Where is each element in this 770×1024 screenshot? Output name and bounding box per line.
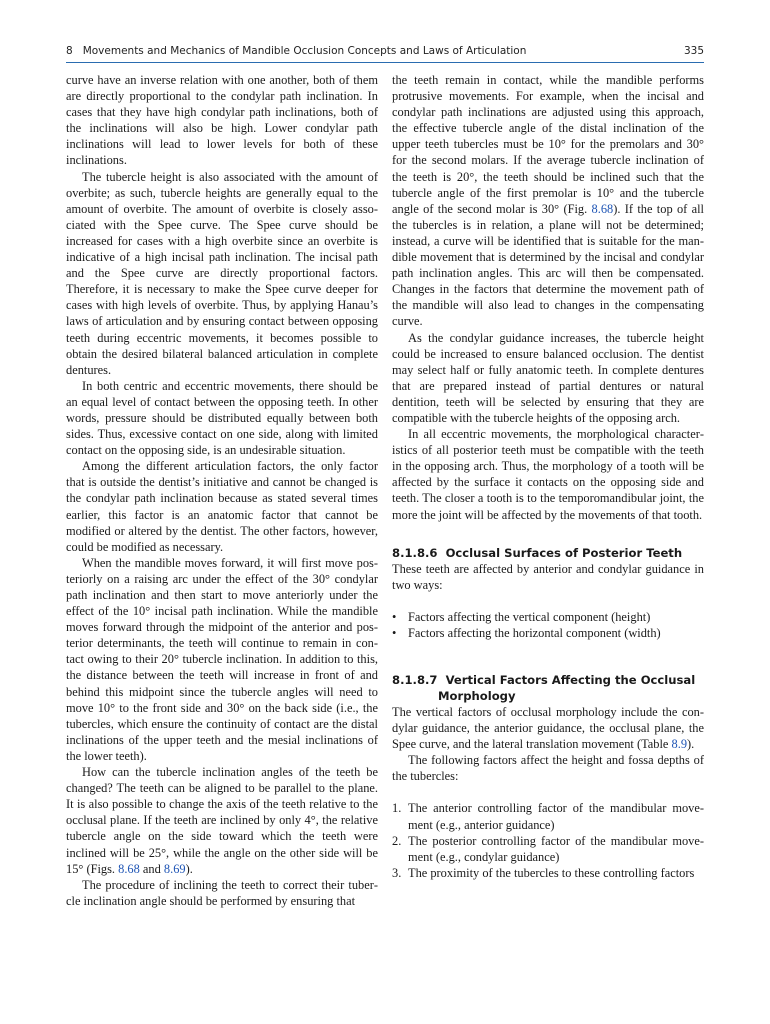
- text-run: The vertical factors of occlusal morphology include the condylar guidance, the anterior guidance, the occlusal plane, the Spee curve, and the lateral translation movement (Table: [392, 705, 704, 752]
- section-title: Occlusal Surfaces of Posterior Teeth: [445, 545, 683, 560]
- paragraph: These teeth are affected by anterior and condylar guidance in two ways:: [392, 561, 704, 592]
- list-number: 3.: [392, 865, 402, 880]
- figure-link-8-68[interactable]: 8.68: [591, 201, 614, 216]
- paragraph: The procedure of inclining the teeth to correct their tubercle inclination angle should be performed by ensuring that: [66, 877, 378, 908]
- bullet-list: [392, 609, 704, 641]
- chapter-title: 8 Movements and Mechanics of Mandible Occlusion Concepts and Laws of Articulation: [66, 45, 527, 57]
- list-item: [392, 625, 704, 641]
- text-run: How can the tubercle inclination angles of the teeth be changed? The teeth can be aligned to be parallel to the plane. It is also possible to change the axis of the teeth relative to the occlusal plane. If the teeth are inclined by only 4°, the relative tubercle angle on the side toward which the teeth were inclined will be 25°, while the angle on the other side will be 15° (Figs.: [66, 765, 378, 876]
- list-item: [392, 800, 704, 832]
- section-number: 8.1.8.7: [392, 673, 438, 687]
- section-title: Vertical Factors Affecting the Occlusal Morphology: [438, 673, 696, 703]
- page-number: 335: [683, 45, 704, 57]
- numbered-list: [392, 800, 704, 880]
- list-number: 1.: [392, 801, 402, 816]
- bullet-mark: •: [392, 609, 397, 624]
- section-number: 8.1.8.6: [392, 545, 438, 560]
- figure-link-8-68[interactable]: 8.68: [118, 861, 140, 876]
- list-item: [392, 833, 704, 865]
- bullet-mark: •: [392, 625, 397, 640]
- paragraph: [392, 72, 704, 330]
- text-run: the teeth remain in contact, while the mandible performs protrusive movements. For example, when the incisal and condylar path inclinations are adjusted using this approach, the effective tubercle angle of the distal inclination of the upper teeth tubercles must be 10° for the premolars and 30° for the second molars. If the average tubercle inclination of the teeth is 20°, the teeth should be inclined such that the tubercle angle of the first premolar is 10° and the tubercle angle of the second molar is 30° (Fig.: [392, 73, 704, 216]
- table-link-8-9[interactable]: 8.9: [671, 737, 688, 752]
- paragraph: [392, 704, 704, 752]
- text-run: ). If the top of all the tubercles is in relation, a plane will not be determined; instead, a curve will be identified that is suitable for the mandible movement that is determined by the incisal and condylar path inclination angles. This arc will then be compensated. Changes in the factors that determine the movement path of the mandible will also lead to changes in the compensating curve.: [392, 201, 704, 329]
- paragraph: In both centric and eccentric movements, there should be an equal level of contact between the opposing teeth. In other words, pressure should be distributed equally between both sides. Thus, excessive contact on one side, along with limited contact on the opposing side, is an undesirable situation.: [66, 378, 378, 458]
- right-column: [392, 72, 704, 881]
- left-column: [66, 72, 378, 909]
- list-item-text: The posterior controlling factor of the mandibular movement (e.g., condylar guidance): [408, 833, 704, 864]
- figure-link-8-69[interactable]: 8.69: [163, 861, 186, 876]
- text-run: ).: [185, 861, 193, 876]
- paragraph: In all eccentric movements, the morphological characteristics of all posterior teeth must be compatible with the teeth in the opposing arch. Thus, the morphology of a tooth will be affected by the surface it contacts on the opposing side and teeth. The closer a tooth is to the temporomandibular joint, the more the joint will be affected by the movements of that tooth.: [392, 427, 704, 522]
- paragraph: As the condylar guidance increases, the tubercle height could be increased to ensure balanced occlusion. The dentist may select half or fully anatomic teeth. In complete dentures that are prepared instead of partial dentures or natural dentition, teeth will be selected by ensuring that they are compatible with the tubercle heights of the opposing arch.: [392, 330, 704, 425]
- paragraph: Among the different articulation factors, the only factor that is outside the dentist’s initiative and cannot be changed is the condylar path inclination because as stated several times earlier, this factor is an anatomic factor that cannot be modified or altered by the dentist. The other factors, however, could be modified as necessary.: [66, 459, 378, 554]
- list-item: [392, 609, 704, 625]
- section-heading-8-1-8-6: [392, 545, 704, 561]
- paragraph: When the mandible moves forward, it will first move posteriorly on a raising arc under the effect of the 30° condylar path inclination and then start to move anteriorly under the effect of the 10° incisal path inclination. While the mandible moves forward through the midpoint of the anterior and posterior determinants, the teeth will continue to remain in contact owing to their 20° tubercle inclination. In addition to this, the distance between the teeth will increase in front of and behind this midpoint since the tubercle angles will need to move 10° to the front side and 30° on the back side (i.e., the tubercles, which ensure the continuity of contact are the distal inclinations of the upper teeth and the mesial inclinations of the lower teeth).: [66, 555, 378, 763]
- list-number: 2.: [392, 833, 402, 848]
- text-run: ).: [687, 737, 695, 752]
- paragraph: curve have an inverse relation with one another, both of them are directly proportional to the condylar path inclination. In cases that they have high condylar path inclinations, both of the inclinations will also be high. Lower condylar path inclinations will lead to lower levels for both of these inclinations.: [66, 73, 378, 168]
- paragraph: The tubercle height is also associated with the amount of overbite; as such, tubercle heights are generally equal to the amount of overbite. The amount of overbite is closely associated with the Spee curve. The Spee curve should be increased for cases with a high overbite since an overbite is indicative of a high incisal path inclination. The incisal path and the Spee curve are directly proportional factors. Therefore, it is necessary to make the Spee curve deeper for cases with high levels of overbite. Thus, by applying Hanau’s laws of articulation and by ensuring contact between opposing teeth during eccentric movements, it becomes possible to obtain the desired bilateral balanced articulation in complete dentures.: [66, 169, 378, 377]
- list-item: [392, 865, 704, 881]
- section-heading-8-1-8-7: [392, 672, 704, 704]
- list-item-text: The proximity of the tubercles to these controlling factors: [408, 865, 695, 880]
- paragraph: The following factors affect the height and fossa depths of the tubercles:: [392, 753, 704, 784]
- paragraph: [66, 764, 378, 877]
- list-item-text: Factors affecting the vertical component (height): [408, 609, 651, 624]
- running-header: [66, 42, 704, 63]
- text-run: and: [139, 861, 164, 876]
- list-item-text: The anterior controlling factor of the mandibular movement (e.g., anterior guidance): [408, 801, 704, 832]
- list-item-text: Factors affecting the horizontal component (width): [408, 625, 661, 640]
